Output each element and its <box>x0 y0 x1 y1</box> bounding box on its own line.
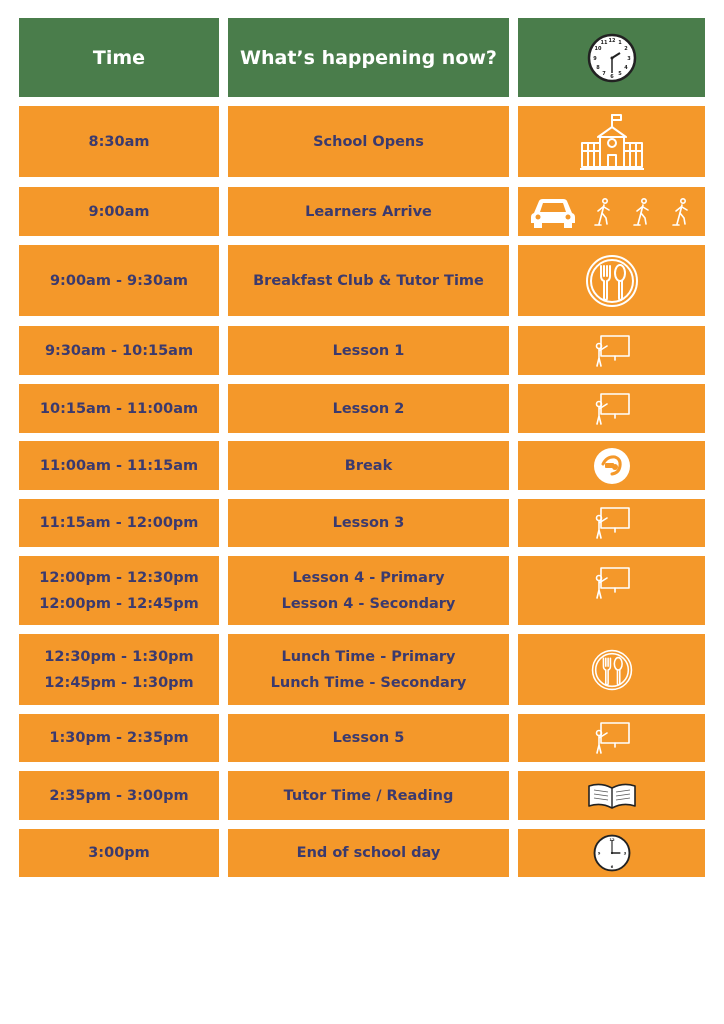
table-row <box>0 771 724 820</box>
table-row <box>0 829 724 877</box>
time-cell: 9:00am - 9:30am <box>19 245 219 316</box>
svg-text:7: 7 <box>601 70 606 77</box>
icon-cell <box>518 106 705 177</box>
activity-cell: School Opens <box>228 106 509 177</box>
svg-text:2: 2 <box>623 45 628 52</box>
icon-cell <box>518 245 705 316</box>
table-row <box>0 106 724 177</box>
svg-text:9: 9 <box>597 850 600 856</box>
svg-text:3: 3 <box>626 55 631 62</box>
open-book-icon <box>587 780 637 812</box>
teacher-board-icon <box>593 506 631 540</box>
table-row <box>0 556 724 625</box>
table-row <box>0 326 724 375</box>
svg-text:12: 12 <box>608 37 615 44</box>
svg-text:9: 9 <box>592 55 597 62</box>
svg-text:10: 10 <box>594 45 601 52</box>
activity-cell: End of school day <box>228 829 509 877</box>
car-icon <box>530 195 576 229</box>
icon-cell <box>518 187 705 236</box>
icon-cell <box>518 634 705 705</box>
svg-text:11: 11 <box>600 39 607 46</box>
activity-cell: Break <box>228 441 509 490</box>
time-cell: 2:35pm - 3:00pm <box>19 771 219 820</box>
teacher-board-icon <box>593 721 631 755</box>
table-row <box>0 245 724 316</box>
header-time-cell <box>19 18 219 97</box>
activity-cell: Tutor Time / Reading <box>228 771 509 820</box>
walking-person-icon <box>632 198 654 226</box>
school-building-icon <box>580 113 644 171</box>
svg-text:6: 6 <box>610 864 613 870</box>
walking-person-icon <box>593 198 615 226</box>
header-activity: What’s happening now? <box>240 46 497 69</box>
time-cell: 9:00am <box>19 187 219 236</box>
header-activity-cell <box>228 18 509 97</box>
table-header <box>0 18 724 97</box>
table-row <box>0 384 724 433</box>
activity-cell: Learners Arrive <box>228 187 509 236</box>
break-icon <box>593 447 631 485</box>
icon-cell <box>518 714 705 762</box>
time-cell: 3:00pm <box>19 829 219 877</box>
table-row <box>0 441 724 490</box>
fork-spoon-icon <box>585 254 639 308</box>
header-icon-cell <box>518 18 705 97</box>
activity-cell: Breakfast Club & Tutor Time <box>228 245 509 316</box>
activity-cell: Lesson 1 <box>228 326 509 375</box>
table-row <box>0 187 724 236</box>
icon-cell <box>518 326 705 375</box>
time-cell: 11:00am - 11:15am <box>19 441 219 490</box>
time-cell: 11:15am - 12:00pm <box>19 499 219 547</box>
activity-cell: Lesson 2 <box>228 384 509 433</box>
teacher-board-icon <box>593 392 631 426</box>
icon-cell <box>518 556 705 625</box>
svg-text:8: 8 <box>595 64 600 71</box>
time-cell: 8:30am <box>19 106 219 177</box>
icon-cell <box>518 441 705 490</box>
icon-cell <box>518 829 705 877</box>
teacher-board-icon <box>593 566 631 600</box>
clock-icon <box>587 33 637 83</box>
time-cell: 12:30pm - 1:30pm 12:45pm - 1:30pm <box>19 634 219 705</box>
activity-cell: Lesson 4 - Primary Lesson 4 - Secondary <box>228 556 509 625</box>
time-cell: 10:15am - 11:00am <box>19 384 219 433</box>
activity-cell: Lunch Time - Primary Lunch Time - Secondary <box>228 634 509 705</box>
icon-cell <box>518 499 705 547</box>
activity-cell: Lesson 5 <box>228 714 509 762</box>
icon-cell <box>518 384 705 433</box>
svg-text:4: 4 <box>623 64 628 71</box>
table-row <box>0 634 724 705</box>
clock-icon <box>593 834 631 872</box>
table-row <box>0 499 724 547</box>
svg-text:12: 12 <box>608 836 615 842</box>
svg-text:6: 6 <box>609 73 614 80</box>
activity-cell: Lesson 3 <box>228 499 509 547</box>
fork-spoon-icon <box>591 649 633 691</box>
time-cell: 12:00pm - 12:30pm 12:00pm - 12:45pm <box>19 556 219 625</box>
teacher-board-icon <box>593 334 631 368</box>
table-row <box>0 714 724 762</box>
icon-cell <box>518 771 705 820</box>
time-cell: 9:30am - 10:15am <box>19 326 219 375</box>
walking-person-icon <box>671 198 693 226</box>
header-time: Time <box>92 46 146 69</box>
svg-text:5: 5 <box>617 70 622 77</box>
svg-text:1: 1 <box>617 39 622 46</box>
svg-text:3: 3 <box>623 850 626 856</box>
time-cell: 1:30pm - 2:35pm <box>19 714 219 762</box>
